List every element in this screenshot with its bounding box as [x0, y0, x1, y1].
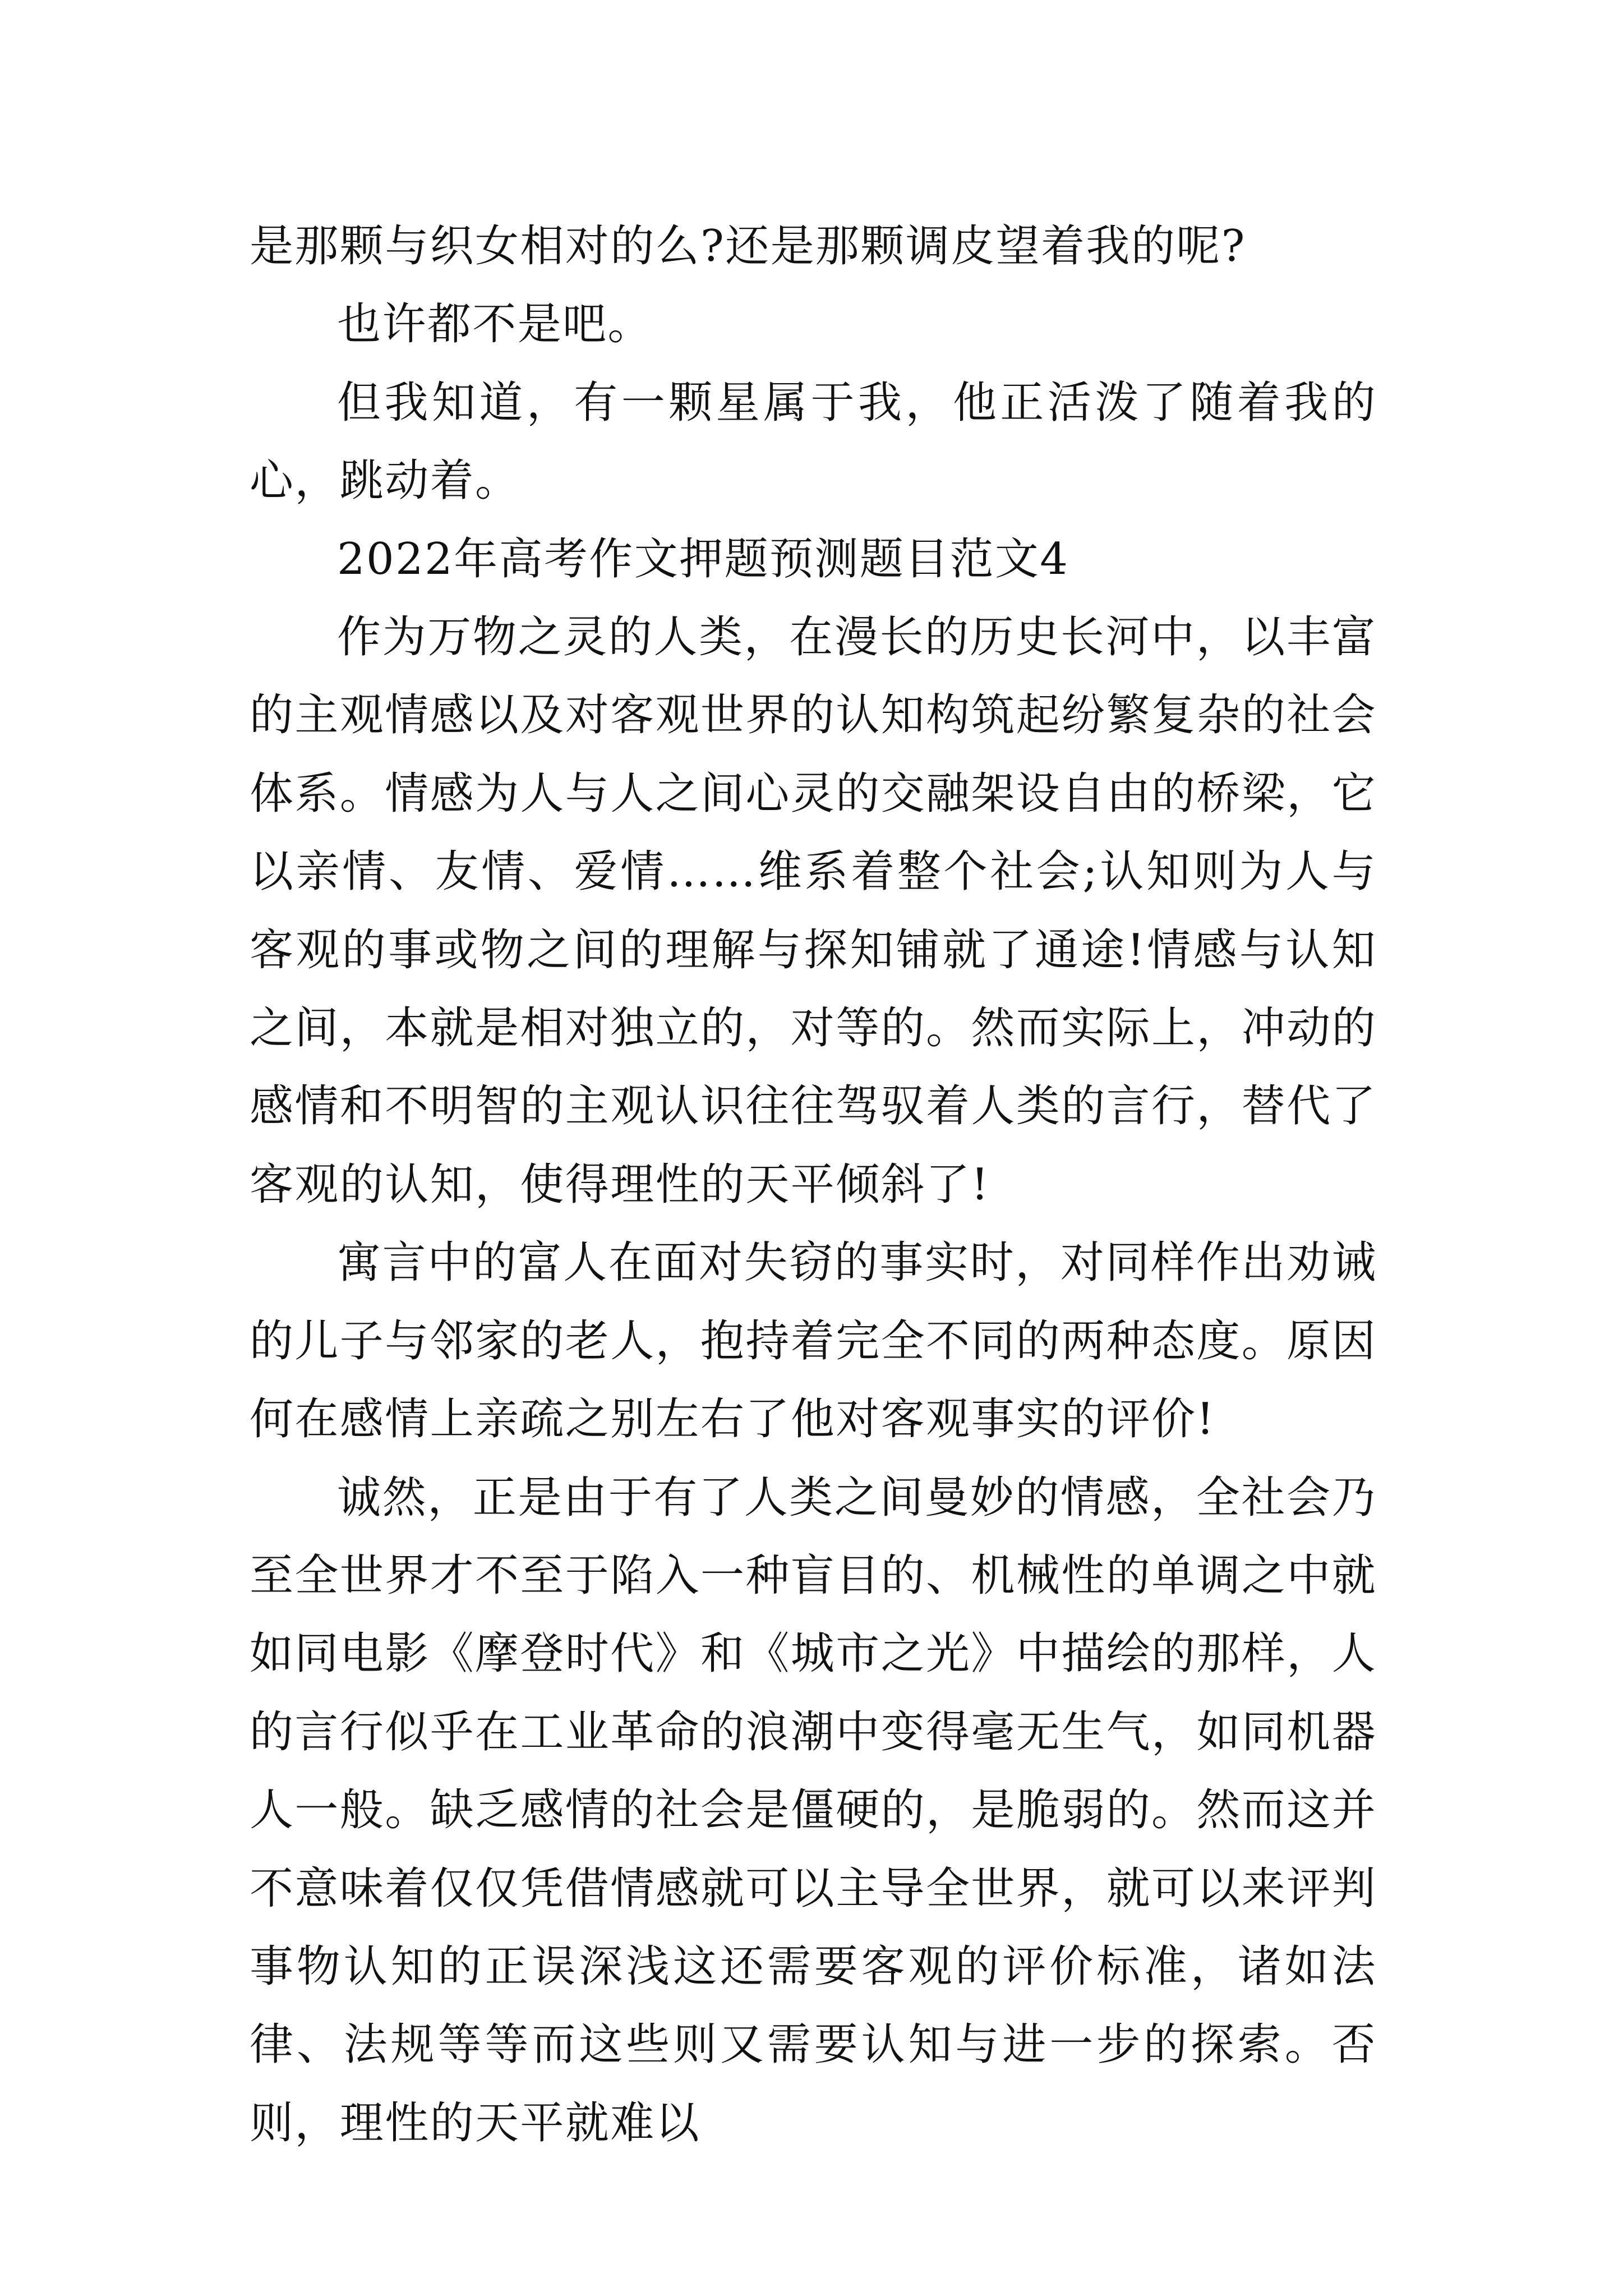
paragraph-continued: 是那颗与织女相对的么?还是那颗调皮望着我的呢? — [250, 221, 1246, 272]
paragraph: 也许都不是吧。 — [337, 299, 653, 350]
paragraph: 寓言中的富人在面对失窃的事实时，对同样作出劝诫的儿子与邻家的老人，抱持着完全不同的两种态度。原因何在感情上亲疏之别左右了他对客观事实的评价! — [250, 1237, 1377, 1445]
paragraph: 诚然，正是由于有了人类之间曼妙的情感，全社会乃至全世界才不至于陷入一种盲目的、机械性的单调之中就如同电影《摩登时代》和《城市之光》中描绘的那样，人的言行似乎在工业革命的浪潮中变得毫无生气，如同机器人一般。缺乏感情的社会是僵硬的，是脆弱的。然而这并不意味着仅仅凭借情感就可以主导全世界，就可以来评判事物认知的正误深浅这还需要客观的评价标准，诸如法律、法规等等而这些则又需要认知与进一步的探索。否则，理性的天平就难以 — [250, 1472, 1377, 2148]
paragraph: 作为万物之灵的人类，在漫长的历史长河中，以丰富的主观情感以及对客观世界的认知构筑起纷繁复杂的社会体系。情感为人与人之间心灵的交融架设自由的桥梁，它以亲情、友情、爱情……维系着整个社会;认知则为人与客观的事或物之间的理解与探知铺就了通途!情感与认知之间，本就是相对独立的，对等的。然而实际上，冲动的感情和不明智的主观认识往往驾驭着人类的言行，替代了客观的认知，使得理性的天平倾斜了! — [250, 612, 1377, 1210]
essay-heading: 2022年高考作文押题预测题目范文4 — [337, 533, 1069, 585]
paragraph: 但我知道，有一颗星属于我，他正活泼了随着我的心，跳动着。 — [250, 377, 1377, 507]
document-body — [250, 208, 1377, 2162]
